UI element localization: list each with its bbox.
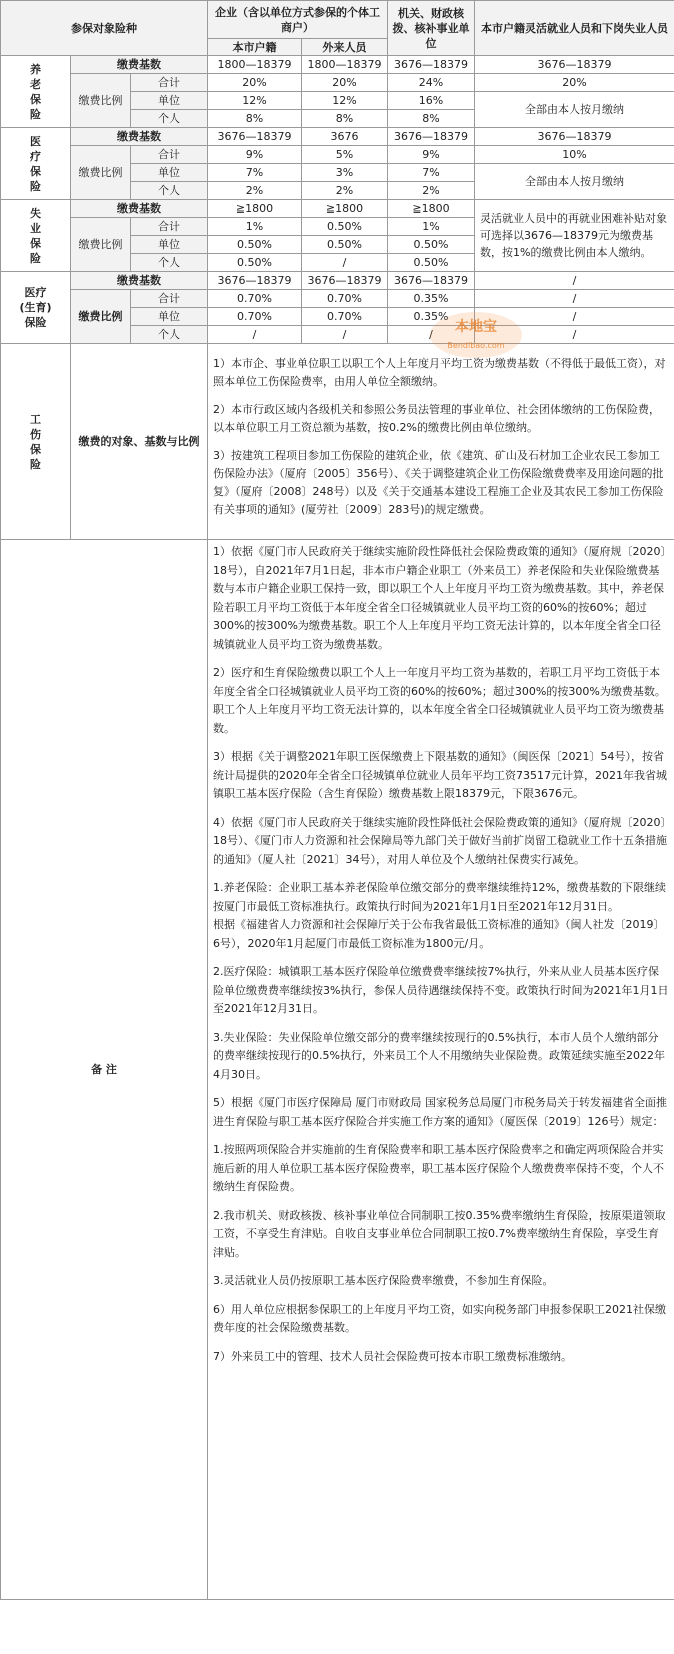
maternity-personal-migrant: ∕ <box>302 326 388 344</box>
medical-base-gov: 3676—18379 <box>388 128 475 146</box>
pension-total-migrant: 20% <box>302 74 388 92</box>
pension-unit-migrant: 12% <box>302 92 388 110</box>
medical-base-local: 3676—18379 <box>208 128 302 146</box>
unemployment-unit-gov: 0.50% <box>388 236 475 254</box>
maternity-unit-gov: 0.35% <box>388 308 475 326</box>
pension-personal-migrant: 8% <box>302 110 388 128</box>
maternity-personal-label: 个人 <box>131 326 208 344</box>
unemployment-total-migrant: 0.50% <box>302 218 388 236</box>
maternity-unit-flex: ∕ <box>475 308 674 326</box>
pension-personal-local: 8% <box>208 110 302 128</box>
unemployment-personal-local: 0.50% <box>208 254 302 272</box>
unemployment-ratio-label: 缴费比例 <box>71 218 131 272</box>
unemployment-personal-label: 个人 <box>131 254 208 272</box>
injury-paragraph: 1）本市企、事业单位职工以职工个人上年度月平均工资为缴费基数（不得低于最低工资），对照本单位工伤保险费率，由用人单位全额缴纳。 <box>213 357 666 388</box>
unemployment-base-gov: ≧1800 <box>388 200 475 218</box>
medical-ratio-label: 缴费比例 <box>71 146 131 200</box>
maternity-base-migrant: 3676—18379 <box>302 272 388 290</box>
maternity-personal-flex: ∕ <box>475 326 674 344</box>
remark-paragraph: 1.按照两项保险合并实施前的生育保险费率和职工基本医疗保险费率之和确定两项保险合并实施后新的用人单位职工基本医疗保险费率，职工基本医疗保险个人缴费费率保持不变，个人不缴纳生育保险费。 <box>213 1143 665 1193</box>
remark-paragraph: 1）依据《厦门市人民政府关于继续实施阶段性降低社会保险费政策的通知》（厦府规〔2020〕18号），自2021年7月1日起，非本市户籍企业职工（外来员工）养老保险和失业保险缴费基数与本市户籍企业职工保持一致，即以职工个人上年度月平均工资为缴费基数。其中，养老保险若职工月平均工资低于本年度全省全口径城镇就业人员平均工资的60%的按60%；超过300%的按300%为缴费基数。职工个人上年度月平均工资无法计算的，以本年度全省全口径城镇就业人员平均工资为缴费基数。 <box>213 545 667 651</box>
maternity-base-label: 缴费基数 <box>71 272 208 290</box>
pension-total-flex: 20% <box>475 74 674 92</box>
medical-base-migrant: 3676 <box>302 128 388 146</box>
remark-paragraph: 3.灵活就业人员仍按原职工基本医疗保险费率缴费，不参加生育保险。 <box>213 1274 554 1287</box>
pension-unit-gov: 16% <box>388 92 475 110</box>
pension-base-migrant: 1800—18379 <box>302 56 388 74</box>
remark-paragraph: 6）用人单位应根据参保职工的上年度月平均工资，如实向税务部门申报参保职工2021社保缴费年度的社会保险缴费基数。 <box>213 1302 667 1334</box>
pension-personal-gov: 8% <box>388 110 475 128</box>
unemployment-flex-note: 灵活就业人员中的再就业困难补贴对象可选择以3676—18379元为缴费基数，按1%的缴费比例由本人缴纳。 <box>475 200 674 272</box>
injury-description <box>208 344 674 540</box>
maternity-total-label: 合计 <box>131 290 208 308</box>
medical-unit-migrant: 3% <box>302 164 388 182</box>
pension-total-label: 合计 <box>131 74 208 92</box>
pension-total-local: 20% <box>208 74 302 92</box>
maternity-base-flex: ∕ <box>475 272 674 290</box>
pension-label: 养 老 保 险 <box>1 56 71 128</box>
medical-total-flex: 10% <box>475 146 674 164</box>
medical-personal-local: 2% <box>208 182 302 200</box>
medical-flex-note: 全部由本人按月缴纳 <box>475 164 674 200</box>
medical-label: 医 疗 保 险 <box>1 128 71 200</box>
maternity-total-local: 0.70% <box>208 290 302 308</box>
unemployment-total-local: 1% <box>208 218 302 236</box>
injury-label: 工 伤 保 险 <box>1 344 71 540</box>
remark-paragraph: 5）根据《厦门市医疗保障局 厦门市财政局 国家税务总局厦门市税务局关于转发福建省全面推进生育保险与职工基本医疗保险合并实施工作方案的通知》（厦医保〔2019〕126号）规定： <box>213 1096 668 1128</box>
medical-unit-label: 单位 <box>131 164 208 182</box>
remark-paragraph: 1.养老保险：企业职工基本养老保险单位缴交部分的费率继续维持12%，缴费基数的下限继续按厦门市最低工资标准执行。政策执行时间为2021年1月1日至2021年12月31日。 根据《福建省人力资源和社会保障厅关于公布我省最低工资标准的通知》（闽人社发〔2019〕6号），2020年1月起厦门市最低工资标准为1800元/月。 <box>213 881 666 950</box>
remark-paragraph: 3）根据《关于调整2021年职工医保缴费上下限基数的通知》（闽医保〔2021〕54号），按省统计局提供的2020年全省全口径城镇单位就业人员年平均工资73517元计算，2021年我省城镇职工基本医疗保险（含生育保险）缴费基数上限18379元，下限3676元。 <box>213 750 668 800</box>
unemployment-total-label: 合计 <box>131 218 208 236</box>
medical-base-label: 缴费基数 <box>71 128 208 146</box>
maternity-unit-migrant: 0.70% <box>302 308 388 326</box>
header-gov-units: 机关、财政核拨、核补事业单位 <box>388 1 475 56</box>
unemployment-total-gov: 1% <box>388 218 475 236</box>
medical-personal-migrant: 2% <box>302 182 388 200</box>
remark-paragraph: 7）外来员工中的管理、技术人员社会保险费可按本市职工缴费标准缴纳。 <box>213 1349 573 1363</box>
remark-paragraph: 2.我市机关、财政核拨、核补事业单位合同制职工按0.35%费率缴纳生育保险，按原渠道领取工资，不享受生育津贴。自收自支事业单位合同制职工按0.7%费率缴纳生育保险，享受生育津贴。 <box>213 1208 666 1259</box>
pension-unit-label: 单位 <box>131 92 208 110</box>
maternity-unit-label: 单位 <box>131 308 208 326</box>
header-local: 本市户籍 <box>208 39 302 56</box>
header-insurance-type: 参保对象险种 <box>1 1 208 56</box>
pension-base-label: 缴费基数 <box>71 56 208 74</box>
remarks-label: 备 注 <box>1 540 208 1600</box>
pension-unit-local: 12% <box>208 92 302 110</box>
pension-ratio-label: 缴费比例 <box>71 74 131 128</box>
medical-unit-gov: 7% <box>388 164 475 182</box>
maternity-total-flex: ∕ <box>475 290 674 308</box>
remarks-content <box>208 540 674 1600</box>
medical-total-gov: 9% <box>388 146 475 164</box>
header-enterprise: 企业（含以单位方式参保的个体工商户） <box>208 1 388 39</box>
pension-base-local: 1800—18379 <box>208 56 302 74</box>
header-flexible: 本市户籍灵活就业人员和下岗失业人员 <box>475 1 674 56</box>
unemployment-base-label: 缴费基数 <box>71 200 208 218</box>
medical-personal-gov: 2% <box>388 182 475 200</box>
unemployment-unit-label: 单位 <box>131 236 208 254</box>
injury-paragraph: 3）按建筑工程项目参加工伤保险的建筑企业，依《建筑、矿山及石材加工企业农民工参加工伤保险办法》（厦府〔2005〕356号）、《关于调整建筑企业工伤保险缴费费率及用途问题的批复》（厦府〔2008〕248号）以及《关于交通基本建设工程施工企业及其农民工参加工伤保险有关事项的通知》(厦劳社〔2009〕283号)的规定缴费。 <box>213 449 664 516</box>
bendibao-watermark-logo: 本地宝 Bendibao.com <box>430 312 522 358</box>
remark-paragraph: 4）依据《厦门市人民政府关于继续实施阶段性降低社会保险费政策的通知》（厦府规〔2020〕18号）、《厦门市人力资源和社会保障局等九部门关于做好当前扩岗留工稳就业工作十五条措施的通知》（厦人社〔2021〕34号），对用人单位及个人缴纳社保费实行减免。 <box>213 815 668 866</box>
maternity-unit-local: 0.70% <box>208 308 302 326</box>
medical-personal-label: 个人 <box>131 182 208 200</box>
maternity-total-gov: 0.35% <box>388 290 475 308</box>
injury-subject-label: 缴费的对象、基数与比例 <box>71 344 208 540</box>
pension-flex-note: 全部由本人按月缴纳 <box>475 92 674 128</box>
medical-base-flex: 3676—18379 <box>475 128 674 146</box>
pension-personal-label: 个人 <box>131 110 208 128</box>
unemployment-base-migrant: ≧1800 <box>302 200 388 218</box>
pension-base-gov: 3676—18379 <box>388 56 475 74</box>
unemployment-personal-migrant: ∕ <box>302 254 388 272</box>
unemployment-personal-gov: 0.50% <box>388 254 475 272</box>
unemployment-unit-local: 0.50% <box>208 236 302 254</box>
remark-paragraph: 2）医疗和生育保险缴费以职工个人上一年度月平均工资为基数的，若职工月平均工资低于本年度全省全口径城镇就业人员平均工资的60%的按60%；超过300%的按300%为缴费基数。职工个人上年度月平均工资无法计算的，以本年度全省全口径城镇就业人员平均工资为缴费基数。 <box>213 666 666 735</box>
header-migrant: 外来人员 <box>302 39 388 56</box>
remark-paragraph: 2.医疗保险：城镇职工基本医疗保险单位缴费费率继续按7%执行，外来从业人员基本医疗保险单位缴费费率继续按3%执行，参保人员待遇继续保持不变。政策执行时间为2021年1月1日至2021年12月31日。 <box>213 965 669 1015</box>
medical-total-local: 9% <box>208 146 302 164</box>
pension-base-flex: 3676—18379 <box>475 56 674 74</box>
remark-paragraph: 3.失业保险：失业保险单位缴交部分的费率继续按现行的0.5%执行，本市人员个人缴纳部分的费率继续按现行的0.5%执行，外来员工个人不用缴纳失业保险费。政策延续实施至2022年4月30日。 <box>213 1030 665 1081</box>
maternity-label: 医疗 (生育) 保险 <box>1 272 71 344</box>
maternity-personal-gov: ∕ <box>388 326 475 344</box>
medical-total-migrant: 5% <box>302 146 388 164</box>
unemployment-unit-migrant: 0.50% <box>302 236 388 254</box>
unemployment-base-local: ≧1800 <box>208 200 302 218</box>
medical-unit-local: 7% <box>208 164 302 182</box>
medical-total-label: 合计 <box>131 146 208 164</box>
unemployment-label: 失 业 保 险 <box>1 200 71 272</box>
pension-total-gov: 24% <box>388 74 475 92</box>
maternity-base-local: 3676—18379 <box>208 272 302 290</box>
maternity-ratio-label: 缴费比例 <box>71 290 131 344</box>
maternity-personal-local: ∕ <box>208 326 302 344</box>
maternity-base-gov: 3676—18379 <box>388 272 475 290</box>
maternity-total-migrant: 0.70% <box>302 290 388 308</box>
injury-paragraph: 2）本市行政区域内各级机关和参照公务员法管理的事业单位、社会团体缴纳的工伤保险费，以本单位职工月工资总额为基数，按0.2%的缴费比例由单位缴纳。 <box>213 403 661 434</box>
